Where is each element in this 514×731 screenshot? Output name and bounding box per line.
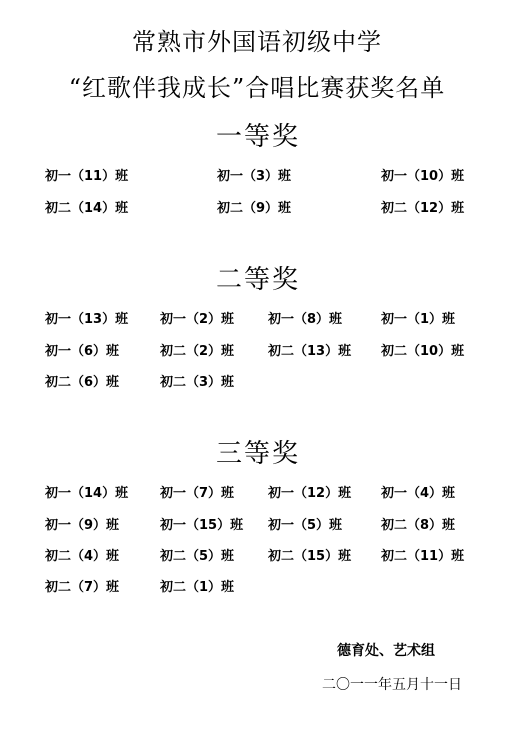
first-prize-class: 初二（12）班	[381, 201, 465, 216]
third-prize-class: 初一（15）班	[160, 518, 244, 533]
heading-first-prize: 一等奖	[216, 122, 301, 152]
third-prize-class: 初二（15）班	[268, 549, 352, 564]
third-prize-class: 初一（14）班	[45, 486, 129, 501]
second-prize-class: 初二（6）班	[45, 375, 120, 390]
first-prize-class: 初一（10）班	[381, 169, 465, 184]
heading-second-prize: 二等奖	[216, 265, 301, 295]
second-prize-class: 初二（13）班	[268, 344, 352, 359]
first-prize-class: 初一（3）班	[217, 169, 292, 184]
third-prize-class: 初二（5）班	[160, 549, 235, 564]
second-prize-class: 初一（8）班	[268, 312, 343, 327]
third-prize-class: 初一（4）班	[381, 486, 456, 501]
third-prize-class: 初二（7）班	[45, 580, 120, 595]
title-school: 常熟市外国语初级中学	[132, 28, 382, 56]
second-prize-class: 初一（1）班	[381, 312, 456, 327]
third-prize-class: 初二（11）班	[381, 549, 465, 564]
heading-third-prize: 三等奖	[216, 439, 301, 469]
third-prize-class: 初一（7）班	[160, 486, 235, 501]
first-prize-class: 初二（9）班	[217, 201, 292, 216]
second-prize-class: 初二（3）班	[160, 375, 235, 390]
second-prize-class: 初二（10）班	[381, 344, 465, 359]
third-prize-class: 初二（8）班	[381, 518, 456, 533]
first-prize-class: 初一（11）班	[45, 169, 129, 184]
second-prize-class: 初二（2）班	[160, 344, 235, 359]
second-prize-class: 初一（2）班	[160, 312, 235, 327]
third-prize-class: 初一（12）班	[268, 486, 352, 501]
third-prize-class: 初二（4）班	[45, 549, 120, 564]
footer-organizer: 德育处、艺术组	[337, 643, 435, 659]
third-prize-class: 初二（1）班	[160, 580, 235, 595]
second-prize-class: 初一（13）班	[45, 312, 129, 327]
footer-date: 二〇一一年五月十一日	[322, 677, 462, 693]
third-prize-class: 初一（5）班	[268, 518, 343, 533]
third-prize-class: 初一（9）班	[45, 518, 120, 533]
first-prize-class: 初二（14）班	[45, 201, 129, 216]
second-prize-class: 初一（6）班	[45, 344, 120, 359]
title-event: “红歌伴我成长”合唱比赛获奖名单	[68, 74, 446, 102]
